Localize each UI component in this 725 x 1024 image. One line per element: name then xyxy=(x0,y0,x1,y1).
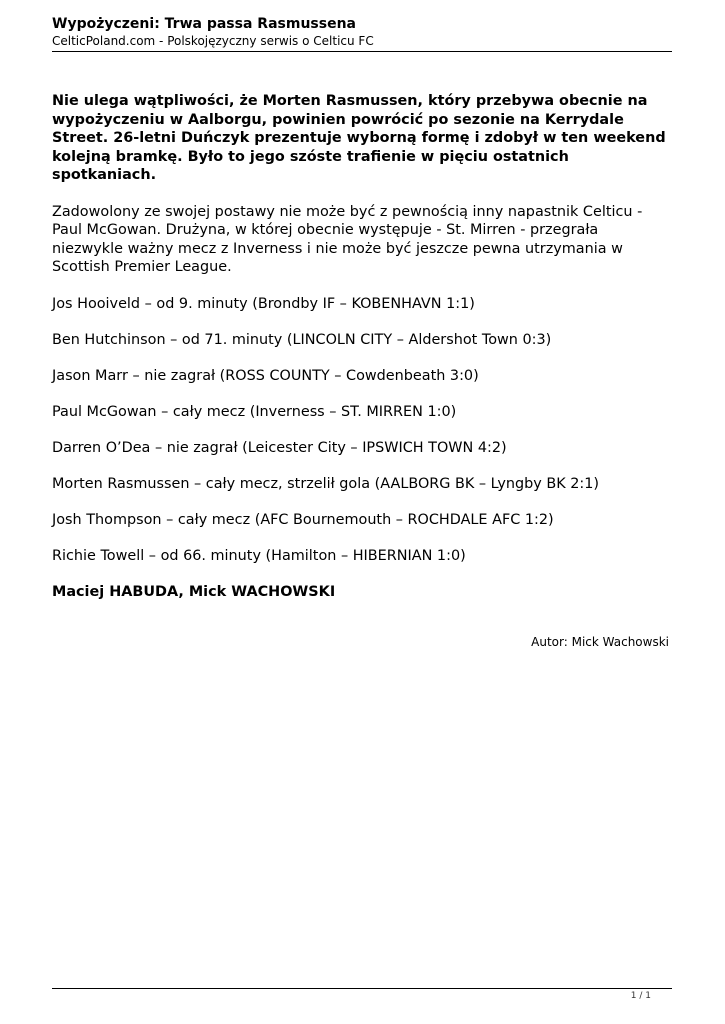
list-item: Ben Hutchinson – od 71. minuty (LINCOLN CITY – Aldershot Town 0:3) xyxy=(52,331,552,348)
site-subtitle: CelticPoland.com - Polskojęzyczny serwis o Celticu FC xyxy=(52,34,374,48)
footer-divider xyxy=(52,988,672,989)
list-item: Jason Marr – nie zagrał (ROSS COUNTY – Cowdenbeath 3:0) xyxy=(52,367,479,384)
list-item: Paul McGowan – cały mecz (Inverness – ST. MIRREN 1:0) xyxy=(52,403,457,420)
article-authors: Maciej HABUDA, Mick WACHOWSKI xyxy=(52,583,336,600)
page-number: 1 / 1 xyxy=(630,991,651,1001)
list-item: Josh Thompson – cały mecz (AFC Bournemouth – ROCHDALE AFC 1:2) xyxy=(52,511,554,528)
loaned-players-list xyxy=(52,295,672,565)
list-item: Darren O’Dea – nie zagrał (Leicester City – IPSWICH TOWN 4:2) xyxy=(52,439,507,456)
list-item: Richie Towell – od 66. minuty (Hamilton – HIBERNIAN 1:0) xyxy=(52,547,466,564)
list-item: Jos Hooiveld – od 9. minuty (Brondby IF – KOBENHAVN 1:1) xyxy=(52,295,475,312)
page-header xyxy=(52,16,672,49)
header-divider xyxy=(52,51,672,52)
article-paragraph: Zadowolony ze swojej postawy nie może być z pewnością inny napastnik Celticu - Paul McGowan. Drużyna, w której obecnie występuje - St. Mirren - przegrała niezwykle ważny mecz z Inverness i nie może być jeszcze pewna utrzymania w Scottish Premier League. xyxy=(52,203,643,275)
author-byline: Autor: Mick Wachowski xyxy=(531,635,669,649)
list-item: Morten Rasmussen – cały mecz, strzelił gola (AALBORG BK – Lyngby BK 2:1) xyxy=(52,475,600,492)
article-body xyxy=(52,92,672,601)
article-lead: Nie ulega wątpliwości, że Morten Rasmussen, który przebywa obecnie na wypożyczeniu w Aalborgu, powinien powrócić po sezonie na Kerrydale Street. 26-letni Duńczyk prezentuje wyborną formę i zdobył w ten weekend kolejną bramkę. Było to jego szóste trafienie w pięciu ostatnich spotkaniach. xyxy=(52,93,666,183)
article-title: Wypożyczeni: Trwa passa Rasmussena xyxy=(52,16,356,32)
